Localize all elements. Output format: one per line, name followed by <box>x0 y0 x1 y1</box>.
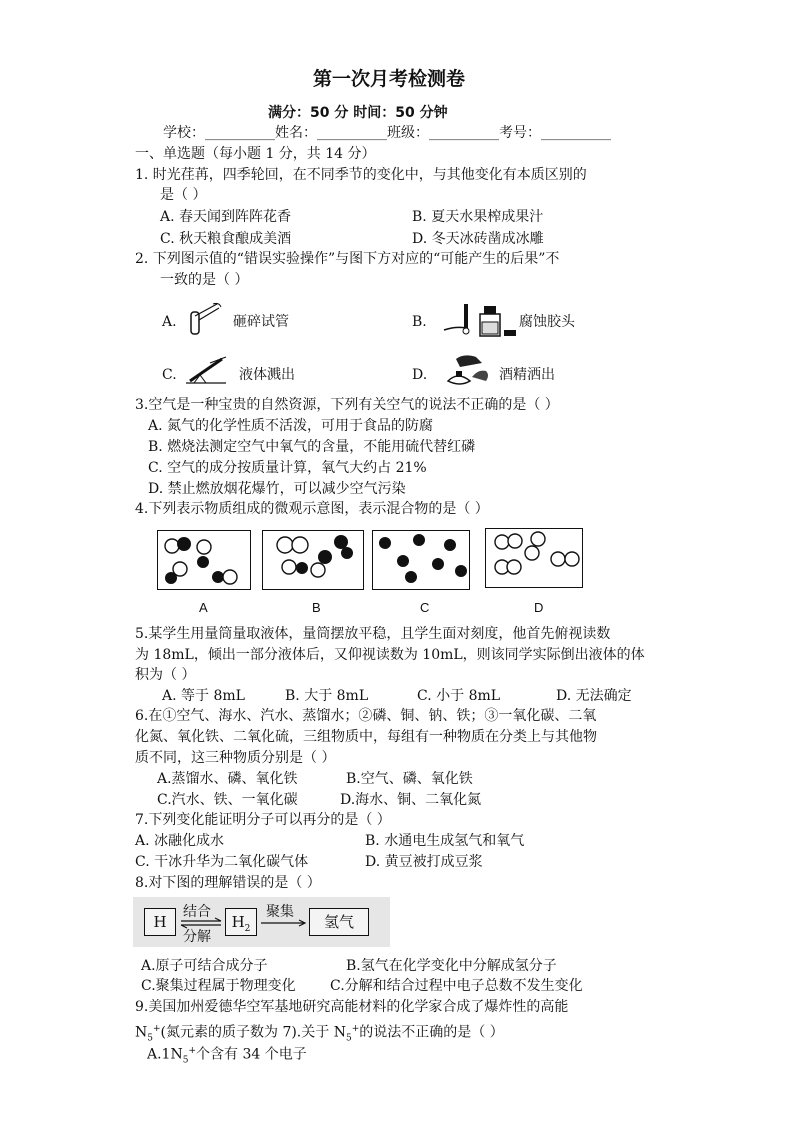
q2-option-c-text: 液体溅出 <box>239 367 295 383</box>
q6-line-1: 6.在①空气、海水、汽水、蒸馏水；②磷、铜、钠、铁；③一氧化碳、二氧 <box>135 708 597 724</box>
q6-line-2: 化氮、氧化铁、二氧化硫，三组物质中，每组有一种物质在分类上与其他物 <box>135 729 597 745</box>
q5-option-a: A. 等于 8mL <box>162 688 245 704</box>
right-arrow-icon <box>259 920 309 928</box>
q2-option-c-letter: C. <box>162 367 177 383</box>
q1-option-c: C. 秋天粮食酿成美酒 <box>160 231 292 247</box>
arrow-label-combine: 结合 <box>183 904 211 920</box>
molecule-box-a <box>157 530 251 590</box>
molecule-diagram-a <box>158 531 250 589</box>
q5-line-1: 5.某学生用量筒量取液体，量筒摆放平稳，且学生面对刻度，他首先俯视读数 <box>135 626 611 642</box>
q4-stem: 4.下列表示物质组成的微观示意图，表示混合物的是（ ） <box>135 501 489 517</box>
q7-option-b: B. 水通电生成氢气和氧气 <box>365 833 525 849</box>
q8-option-a: A.原子可结合成分子 <box>141 958 268 974</box>
q7-option-a: A. 冰融化成水 <box>135 833 225 849</box>
atom-box: H <box>144 908 176 936</box>
arrow-label-gather: 聚集 <box>266 904 294 920</box>
molecule-diagram-d <box>486 529 582 587</box>
q2-stem-1: 2. 下列图示值的“错误实验操作”与图下方对应的“可能产生的后果”不 <box>135 251 560 267</box>
q3-stem: 3.空气是一种宝贵的自然资源，下列有关空气的说法不正确的是（ ） <box>135 397 559 413</box>
q2-option-b-text: 腐蚀胶头 <box>519 314 575 330</box>
q5-option-c: C. 小于 8mL <box>417 688 501 704</box>
q6-option-c: C.汽水、铁、一氧化碳 <box>157 792 298 808</box>
q9-option-a-sup: + <box>188 1046 196 1056</box>
q9-formula-sub: 5 <box>147 1033 153 1044</box>
q3-option-c: C. 空气的成分按质量计算，氧气大约占 21% <box>148 460 427 476</box>
q8-option-d: C.分解和结合过程中电子总数不发生变化 <box>330 978 583 994</box>
q6-line-3: 质不同，这三种物质分别是（ ） <box>135 750 336 766</box>
score-time: 满分：50 分 时间：50 分钟 <box>268 105 448 121</box>
q6-option-a: A.蒸馏水、磷、氧化铁 <box>157 771 298 787</box>
q5-option-d: D. 无法确定 <box>556 688 632 704</box>
alcohol-lamp-icon <box>442 353 498 389</box>
q9-formula2-sup: + <box>351 1024 360 1034</box>
q9-line-1: 9.美国加州爱德华空军基地研究高能材料的化学家合成了爆炸性的高能 <box>135 999 569 1015</box>
arrow-label-decompose: 分解 <box>183 929 211 945</box>
q8-diagram-panel <box>133 897 390 947</box>
hydrogen-gas-box: 氢气 <box>309 908 369 936</box>
q9-formula-n: N <box>135 1024 148 1041</box>
q1-option-a: A. 春天闻到阵阵花香 <box>160 209 292 225</box>
heating-tube-icon <box>182 353 232 387</box>
q2-option-d-text: 酒精洒出 <box>499 367 555 383</box>
q8-option-c: C.聚集过程属于物理变化 <box>141 978 296 994</box>
q9-formula-sup: + <box>152 1024 161 1034</box>
molecule-diagram-c <box>373 531 469 589</box>
q6-option-d: D.海水、铜、二氧化氮 <box>340 792 482 808</box>
q3-option-d: D. 禁止燃放烟花爆竹，可以减少空气污染 <box>148 481 406 497</box>
q4-label-b: B <box>312 600 321 615</box>
q1-option-b: B. 夏天水果榨成果汁 <box>412 209 544 225</box>
student-info-line: 学校：__________姓名：__________班级：__________考号：__________ <box>163 125 611 141</box>
molecule-symbol: H <box>231 913 245 931</box>
q3-option-b: B. 燃烧法测定空气中氧气的含量，不能用硫代替红磷 <box>148 439 476 455</box>
q8-stem: 8.对下图的理解错误的是（ ） <box>135 875 321 891</box>
q9-line-2-mid: (氮元素的质子数为 7).关于 N <box>160 1024 346 1041</box>
q7-option-d: D. 黄豆被打成豆浆 <box>365 854 483 870</box>
molecule-box <box>225 908 257 936</box>
molecule-box-b <box>262 530 364 590</box>
q4-label-a: A <box>199 600 208 615</box>
q9-option-a <box>147 1042 307 1069</box>
q3-option-a: A. 氮气的化学性质不活泼，可用于食品的防腐 <box>148 418 434 434</box>
q5-line-2: 为 18mL，倾出一部分液体后，又仰视读数为 10mL，则该同学实际倒出液体的体 <box>135 647 645 663</box>
q8-option-b: B.氢气在化学变化中分解成氢分子 <box>346 958 557 974</box>
molecule-box-c <box>372 530 470 590</box>
q6-option-b: B.空气、磷、氧化铁 <box>346 771 473 787</box>
page-title: 第一次月考检测卷 <box>313 68 466 90</box>
q1-stem-1: 1. 时光荏苒，四季轮回，在不同季节的变化中，与其他变化有本质区别的 <box>135 167 587 183</box>
q9-option-a-start: A.1N <box>147 1046 183 1063</box>
q2-option-b-letter: B. <box>412 314 427 330</box>
q5-line-3: 积为（ ） <box>135 667 196 683</box>
q9-formula2-sub: 5 <box>345 1033 352 1044</box>
q9-option-a-sub: 5 <box>182 1055 189 1066</box>
q5-option-b: B. 大于 8mL <box>285 688 369 704</box>
q1-stem-2: 是（ ） <box>160 187 207 203</box>
q2-option-a-text: 砸碎试管 <box>233 314 289 330</box>
molecule-box-d <box>485 528 583 588</box>
q2-option-a-letter: A. <box>162 314 177 330</box>
q4-label-d: D <box>534 600 544 615</box>
test-tube-icon <box>185 302 225 336</box>
q9-line-2-end: 的说法不正确的是（ ） <box>359 1024 504 1041</box>
q9-option-a-end: 个含有 34 个电子 <box>196 1046 307 1063</box>
dropper-bottle-icon <box>440 300 520 338</box>
q7-option-c: C. 干冰升华为二氧化碳气体 <box>135 854 309 870</box>
q2-stem-2: 一致的是（ ） <box>160 272 249 288</box>
molecule-diagram-b <box>263 531 363 589</box>
q4-label-c: C <box>420 600 430 615</box>
molecule-subscript: 2 <box>244 924 251 934</box>
q7-stem: 7.下列变化能证明分子可以再分的是（ ） <box>135 812 391 828</box>
q1-option-d: D. 冬天冰砖凿成冰雕 <box>412 231 544 247</box>
q2-option-d-letter: D. <box>412 367 428 383</box>
section-heading: 一、单选题（每小题 1 分，共 14 分） <box>135 146 376 162</box>
